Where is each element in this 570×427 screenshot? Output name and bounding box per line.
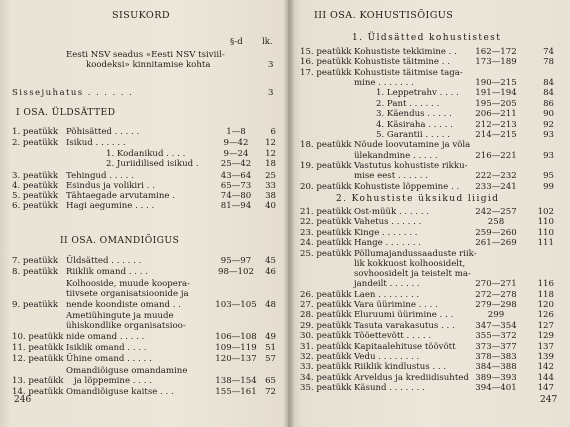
- chapter-number: 31. peatükk: [300, 341, 352, 352]
- section-range: 120—137: [215, 354, 257, 365]
- section-range: 9—24: [223, 149, 249, 159]
- chapter-title-line: Kapitaalehituse töövõtt: [354, 341, 456, 352]
- page-ref: 12: [265, 149, 276, 159]
- page-ref: 57: [265, 354, 276, 365]
- chapter-title: 1. Kodanikud . . . .: [106, 149, 186, 159]
- chapter-number: 34. peatükk: [300, 372, 352, 383]
- section-range: 95—97: [220, 256, 252, 266]
- part2-title: II OSA. OMANDIÕIGUS: [60, 235, 180, 246]
- chapter-number: 6. peatükk: [12, 201, 59, 211]
- page-ref: 99: [543, 181, 554, 192]
- page-ref: 33: [265, 181, 276, 191]
- chapter-title-line: Kinge . . . . . . .: [354, 227, 418, 238]
- chapter-number: 7. peatükk: [12, 256, 59, 266]
- chapter-number: 29. peatükk: [300, 320, 352, 331]
- page-ref: 110: [537, 217, 554, 228]
- section-range: 279—298: [475, 300, 517, 310]
- section-range: 65—73: [220, 181, 252, 191]
- section-range: 1—8: [226, 127, 246, 137]
- chapter-title-line: Tasuta varakasutus . . .: [354, 320, 455, 331]
- chapter-title-line: Käsund . . . . . . .: [354, 383, 425, 394]
- chapter-title-line: Kolhooside, muude koopera-: [66, 278, 191, 289]
- chapter-title-line: Vahetus . . . . . .: [354, 217, 422, 228]
- section-range: 258: [487, 217, 505, 228]
- chapter-number: 12. peatükk: [12, 354, 64, 365]
- section-range: 191—194: [475, 88, 517, 99]
- chapter-title-line: Ühine omand . . . . .: [66, 354, 152, 365]
- part1-title: I OSA. ÜLDSÄTTED: [16, 107, 116, 118]
- page-ref: 147: [537, 383, 554, 394]
- chapter-number: 2. peatükk: [12, 138, 59, 148]
- chapter-title-line: 2. Pant . . . . . .: [376, 98, 440, 109]
- chapter-title-line: Laen . . . . . . . .: [354, 289, 420, 300]
- chapter-number: 1. peatükk: [12, 127, 59, 137]
- chapter-title-line: Üldsätted . . . . . .: [66, 256, 142, 266]
- chapter-title-line: Isiklik omand . . . .: [66, 343, 147, 354]
- section-range: 270—271: [475, 279, 517, 290]
- section-range: 272—278: [475, 289, 517, 300]
- section-range: 109—119: [215, 343, 257, 354]
- page-ref: 51: [265, 343, 276, 354]
- page-ref: 25: [265, 171, 276, 181]
- chapter-title-line: Omandiõiguse kaitse . . .: [66, 387, 174, 398]
- chapter-number: 28. peatükk: [300, 310, 352, 321]
- chapter-number: 30. peatükk: [300, 331, 352, 342]
- book-gutter: [284, 0, 294, 427]
- chapter-number: 22. peatükk: [300, 217, 352, 228]
- page-ref: 126: [537, 310, 554, 321]
- section-range: 242—257: [475, 207, 517, 217]
- chapter-title-line: Kohustiste täitmine . .: [354, 57, 450, 68]
- page-ref: 46: [265, 267, 276, 278]
- section-range: 378—383: [475, 352, 517, 362]
- chapter-title-line: nide omand . . . . .: [66, 331, 145, 342]
- chapter-title-line: sovhoosidelt ja teistelt ma-: [354, 269, 471, 279]
- page-ref: 78: [543, 57, 554, 68]
- page-number-right: 247: [540, 395, 558, 405]
- chapter-title-line: Vastutus kohustiste rikku-: [354, 161, 468, 171]
- page-column-header: lk.: [262, 37, 273, 47]
- section-range: 384—388: [475, 362, 517, 373]
- chapter-number: 20. peatükk: [300, 181, 352, 192]
- chapter-title: Hagi aegumine . . . .: [66, 201, 155, 211]
- section-range: 195—205: [475, 98, 517, 109]
- chapter-title-line: mine . . . . . . .: [354, 78, 414, 88]
- page-ref: 72: [265, 387, 276, 398]
- part3-title: III OSA. KOHUSTISÕIGUS: [314, 10, 454, 21]
- chapter-number: 13. peatükk: [12, 376, 64, 386]
- chapter-title-line: 3. Käendus . . . . .: [376, 109, 452, 120]
- page-title: SISUKORD: [112, 10, 170, 21]
- intro-line-2: koodeksi» kinnitamise kohta: [86, 60, 211, 70]
- page-ref: 90: [543, 109, 554, 120]
- section-range: 81—94: [220, 201, 252, 211]
- page-ref: 118: [537, 289, 554, 300]
- page-ref: 127: [537, 320, 554, 331]
- page-ref: 18: [265, 159, 276, 169]
- chapter-number: 24. peatükk: [300, 238, 352, 249]
- chapter-title: Isikud . . . . . .: [66, 138, 126, 148]
- chapter-title-line: Omandiõiguse omandamine: [66, 365, 188, 376]
- page-ref: 93: [543, 130, 554, 140]
- page-ref: 40: [265, 201, 276, 211]
- chapter-number: 32. peatükk: [300, 352, 352, 362]
- section-range: 106—108: [215, 331, 257, 342]
- section-range: 173—189: [475, 57, 517, 68]
- chapter-number: 15. peatükk: [300, 47, 352, 57]
- chapter-number: 16. peatükk: [300, 57, 352, 68]
- page-ref: 129: [537, 331, 554, 342]
- chapter-number: 9. peatükk: [12, 299, 59, 310]
- page-ref: 65: [265, 376, 276, 386]
- section-range: 259—260: [475, 227, 517, 238]
- page-ref: 111: [537, 238, 554, 249]
- subsection-specific: 2. Kohustiste üksikud liigid: [336, 194, 500, 204]
- page-ref: 137: [537, 341, 554, 352]
- chapter-number: 21. peatükk: [300, 207, 352, 217]
- chapter-number: 8. peatükk: [12, 267, 59, 278]
- chapter-title-line: ühiskondlike organisatsioo-: [66, 321, 186, 332]
- chapter-number: 23. peatükk: [300, 227, 352, 238]
- chapter-number: 3. peatükk: [12, 171, 59, 181]
- page-ref: 116: [537, 279, 554, 290]
- chapter-title-line: Riiklik kindlustus . . .: [354, 362, 447, 373]
- section-range: 214—215: [475, 130, 517, 140]
- section-range: 138—154: [215, 376, 257, 386]
- chapter-title: Tähtaegade arvutamine .: [66, 191, 175, 201]
- page-ref: 86: [543, 98, 554, 109]
- chapter-title: Tehingud . . . . .: [66, 171, 134, 181]
- chapter-number: 19. peatükk: [300, 161, 352, 171]
- section-range: 9—42: [223, 138, 249, 148]
- section-range: 216—221: [475, 150, 517, 161]
- section-range: 389—393: [475, 372, 517, 383]
- page-number-left: 246: [14, 395, 32, 405]
- section-range: 261—269: [475, 238, 517, 249]
- section-range: 98—102: [218, 267, 254, 278]
- page-ref: 84: [543, 88, 554, 99]
- page-ref: 12: [265, 138, 276, 148]
- section-range: 74—80: [220, 191, 252, 201]
- chapter-title-line: Nõude loovutamine ja võla: [354, 140, 471, 151]
- page-ref: 74: [543, 47, 554, 57]
- chapter-title: Esindus ja volikiri . .: [66, 181, 155, 191]
- chapter-title-line: jandeilt . . . . . .: [354, 279, 420, 290]
- section-range: 299: [487, 310, 505, 321]
- chapter-title-line: Ost-müük . . . . . .: [354, 207, 430, 217]
- chapter-title-line: 4. Käsiraha . . . . .: [376, 119, 453, 130]
- chapter-number: 14. peatükk: [12, 387, 64, 398]
- section-range: 25—42: [220, 159, 252, 169]
- intro-line-1: Eesti NSV seadus «Eesti NSV tsiviil-: [66, 50, 225, 60]
- chapter-title-line: Vedu . . . . . . . .: [354, 352, 420, 362]
- section-range: 43—64: [220, 171, 252, 181]
- chapter-number: 26. peatükk: [300, 289, 352, 300]
- chapter-title-line: ülekandmine . . . . .: [354, 150, 438, 161]
- subsection-general: 1. Üldsätted kohustistest: [352, 33, 502, 43]
- section-range: 155—161: [215, 387, 257, 398]
- chapter-title: Põhisätted . . . . .: [66, 127, 140, 137]
- right-page: [288, 0, 570, 427]
- page-ref: 49: [265, 331, 276, 342]
- chapter-title-line: Riiklik omand . . . .: [66, 267, 148, 278]
- chapter-number: 27. peatükk: [300, 300, 352, 310]
- chapter-title-line: 1. Leppetrahv . . . .: [376, 88, 459, 99]
- page-ref: 102: [537, 207, 554, 217]
- sissejuhatus-entry: Sissejuhatus . . . . . .: [12, 88, 134, 98]
- intro-page: 3: [268, 60, 274, 70]
- section-range: 347—354: [475, 320, 517, 331]
- chapter-title-line: Arveldus ja krediidisuhted: [354, 372, 469, 383]
- section-range: 206—211: [475, 109, 517, 120]
- chapter-title-line: Tööettevõtt . . . . .: [354, 331, 432, 342]
- section-range: 233—241: [475, 181, 517, 192]
- chapter-number: 25. peatükk: [300, 248, 352, 259]
- page-ref: 139: [537, 352, 554, 362]
- page-ref: 144: [537, 372, 554, 383]
- chapter-title-line: mise eest . . . . . .: [354, 171, 428, 182]
- page-ref: 95: [543, 171, 554, 182]
- chapter-title-line: Eluruumi üürimine . . .: [354, 310, 454, 321]
- chapter-number: 33. peatükk: [300, 362, 352, 373]
- chapter-title: 2. Juriidilised isikud .: [106, 159, 199, 169]
- section-range: 162—172: [475, 47, 517, 57]
- section-range: 190—215: [475, 78, 517, 88]
- page-ref: 84: [543, 78, 554, 88]
- section-range: 212—213: [475, 119, 517, 130]
- chapter-number: 11. peatükk: [12, 343, 64, 354]
- chapter-title-line: nende koondiste omand . .: [66, 299, 181, 310]
- chapter-title-line: Kohustiste tekkimine . .: [354, 47, 457, 57]
- chapter-title-line: tiivsete organisatsioonide ja: [66, 289, 189, 300]
- section-range: 394—401: [475, 383, 517, 394]
- section-column-header: §-d: [230, 37, 243, 47]
- sissejuhatus-page: 3: [268, 88, 274, 98]
- chapter-title-line: Põllumajandussaaduste riik-: [354, 248, 477, 259]
- chapter-title-line: Hange . . . . . . .: [354, 238, 421, 249]
- page-ref: 6: [270, 127, 276, 137]
- section-range: 103—105: [215, 299, 257, 310]
- page-ref: 92: [543, 119, 554, 130]
- chapter-number: 4. peatükk: [12, 181, 59, 191]
- chapter-number: 35. peatükk: [300, 383, 352, 394]
- chapter-title-line: 5. Garantii . . . . .: [376, 130, 450, 140]
- section-range: 355—372: [475, 331, 517, 342]
- chapter-number: 18. peatükk: [300, 140, 352, 151]
- page-ref: 45: [265, 256, 276, 266]
- chapter-title-line: ja lõppemine . . . .: [74, 376, 152, 386]
- section-range: 222—232: [475, 171, 517, 182]
- chapter-title-line: Kohustiste täitmise taga-: [354, 67, 463, 78]
- page-ref: 93: [543, 150, 554, 161]
- chapter-number: 10. peatükk: [12, 331, 64, 342]
- chapter-title-line: Ametiühingute ja muude: [66, 310, 174, 321]
- chapter-title-line: lik kokkuost kolhoosidelt,: [354, 258, 466, 269]
- page-ref: 48: [265, 299, 276, 310]
- page-ref: 110: [537, 227, 554, 238]
- chapter-title-line: Kohustiste lõppemine . .: [354, 181, 460, 192]
- page-ref: 38: [265, 191, 276, 201]
- section-range: 373—377: [475, 341, 517, 352]
- chapter-number: 5. peatükk: [12, 191, 59, 201]
- chapter-number: 17. peatükk: [300, 67, 352, 78]
- chapter-title-line: Vara üürimine . . . .: [354, 300, 438, 310]
- page-ref: 142: [537, 362, 554, 373]
- page-ref: 120: [537, 300, 554, 310]
